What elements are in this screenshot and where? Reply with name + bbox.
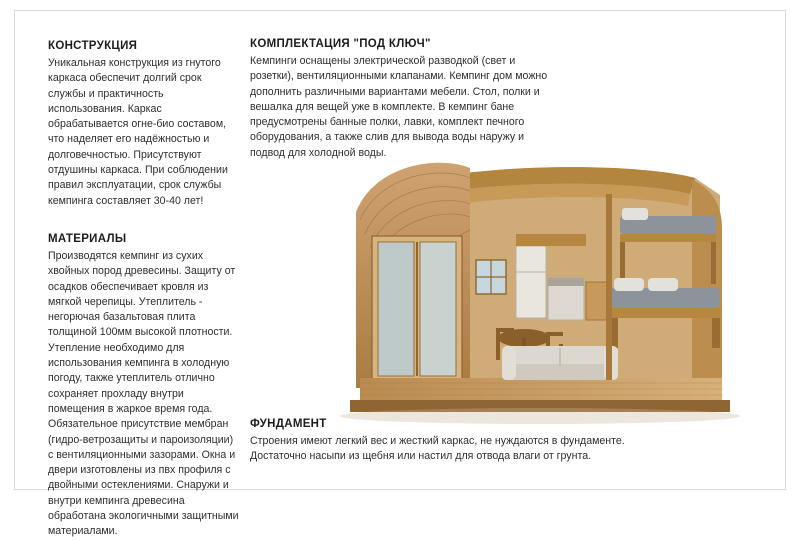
bunk-bed-post-right bbox=[711, 242, 716, 284]
cutaway-camping-house-illustration bbox=[320, 150, 760, 435]
right-end-wall bbox=[692, 180, 722, 388]
section-construction bbox=[48, 40, 236, 209]
bed-pillow-1 bbox=[614, 278, 644, 291]
glass-door-right bbox=[420, 242, 456, 376]
stove-top bbox=[548, 278, 584, 286]
section-materials-heading: МАТЕРИАЛЫ bbox=[48, 233, 127, 245]
refrigerator bbox=[516, 246, 546, 318]
section-foundation-heading: ФУНДАМЕНТ bbox=[250, 418, 327, 430]
sofa-arm-left bbox=[502, 346, 516, 380]
bed-leg-right bbox=[712, 318, 720, 348]
ground-shadow bbox=[340, 408, 740, 424]
section-turnkey bbox=[250, 38, 550, 161]
section-construction-heading: КОНСТРУКЦИЯ bbox=[48, 40, 138, 52]
bed-pillow-2 bbox=[648, 278, 678, 291]
interior-partition bbox=[606, 194, 612, 380]
bunk-bed-pillow bbox=[622, 208, 648, 220]
section-materials bbox=[48, 233, 240, 540]
section-foundation-text: Строения имеют легкий вес и жесткий каркас, не нуждаются в фундаменте. Достаточно насыпи из щебня или настил для отвода влаги от грунта. bbox=[250, 435, 625, 463]
bed-frame bbox=[610, 308, 720, 318]
camping-house-svg bbox=[320, 150, 760, 435]
section-materials-text: Производятся кемпинг из сухих хвойных пород древесины. Защиту от осадков обеспечивает кровля из мягкой черепицы. Утеплитель - негорючая базальтовая плита толщиной 100мм высокой плотности. Утепление необходимо для использования кемпинга в холодную погоду, также утеплитель отлично сохраняет прохладу внутри помещения в жаркое время года. Обязательное присутствие мембран (гидро-ветрозащиты и пароизоляции) с вентиляционными зазорами. Окна и двери изготовлены из пвх профиля с двойными остеклениями. Снаружи и внутри кемпинга древесина обработана экологичными защитными материалами. bbox=[48, 250, 239, 538]
section-turnkey-heading: КОМПЛЕКТАЦИЯ "ПОД КЛЮЧ" bbox=[250, 38, 431, 50]
bunk-bed-frame-upper bbox=[620, 234, 716, 242]
bunk-bed-post bbox=[620, 242, 625, 284]
sofa-seat bbox=[502, 364, 618, 380]
glass-door-left bbox=[378, 242, 414, 376]
section-turnkey-text: Кемпинги оснащены электрической разводкой (свет и розетки), вентиляционными клапанами. Кемпинг дом можно дополнить различными вариантами мебели. Стол, полки и вешалка для вещей уже в комплекте. В кемпинг бане предусмотрены банные полки, лавки, комплект печного оборудования, а также слив для вывода воды наружу и подвод для холодной воды. bbox=[250, 55, 548, 159]
upper-shelf bbox=[516, 234, 586, 246]
section-construction-text: Уникальная конструкция из гнутого каркаса обеспечит долгий срок службы и практичность использования. Каркас обрабатывается огне-био составом, что наделяет его надёжностью и долговечностью. Присутствуют отдушины каркаса. При соблюдении правил эксплуатации, срок службы кемпинга составляет 30-40 лет! bbox=[48, 57, 228, 207]
